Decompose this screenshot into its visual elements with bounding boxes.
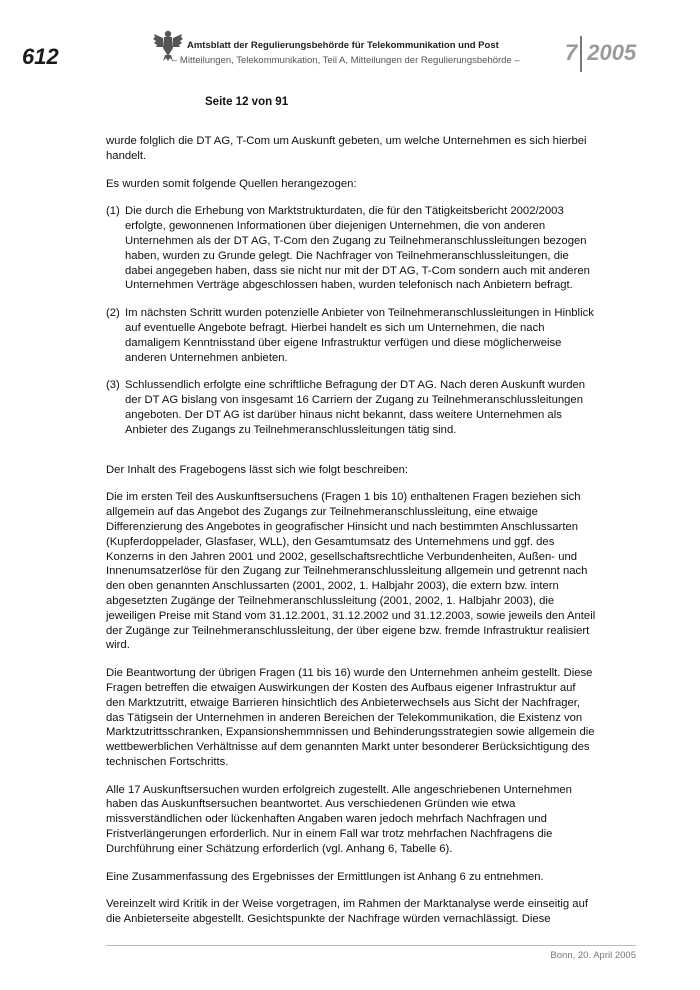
paragraph: Vereinzelt wird Kritik in der Weise vorgetragen, im Rahmen der Marktanalyse werde einseitig auf die Anbieterseite abgestellt. Gesichtspunkte der Nachfrage würden vernachlässigt. Diese (106, 898, 589, 926)
list-item-text: Die durch die Erhebung von Marktstrukturdaten, die für den Tätigkeitsbericht 2002/2003 erfolgte, gewonnenen Informationen über diejenigen Unternehmen, die von anderen Unternehmen als der DT AG, T-Com den Zugang zu Teilnehmeranschlussleitungen bezogen haben, wurden zu Grunde gelegt. Die Nachfrager von Teilnehmeranschlussleitungen, die dabei angegeben haben, dass sie nicht nur mit der DT AG, T-Com sondern auch mit anderen Unternehmen Verträge abgeschlossen haben, wurden telefonisch nach Anbietern befragt. (125, 205, 590, 292)
list-item (106, 204, 596, 293)
paragraph: Der Inhalt des Fragebogens lässt sich wie folgt beschreiben: (106, 463, 409, 476)
page-number: 612 (22, 44, 59, 69)
sources-list (106, 204, 596, 437)
paragraph: wurde folglich die DT AG, T-Com um Auskunft gebeten, um welche Unternehmen es sich hierbei handelt. (106, 135, 587, 162)
list-item-text: Im nächsten Schritt wurden potenzielle Anbieter von Teilnehmeranschlussleitungen in Hinblick auf eventuelle Angebote befragt. Hierbei handelt es sich um Unternehmen, die nach damaligem Kenntnisstand über eigene Infrastruktur verfügen und diese möglicherweise anderen Unternehmen anbieten. (125, 307, 594, 364)
issue-year: 2005 (587, 40, 637, 65)
list-item-text: Schlussendlich erfolgte eine schriftliche Befragung der DT AG. Nach deren Auskunft wurden der DT AG bislang von insgesamt 16 Carriern der Zugang zu Teilnehmeranschlussleitungen angeboten. Der DT AG ist darüber hinaus nicht bekannt, dass weitere Unternehmen als Anbieter des Zugangs zu Teilnehmeranschlussleitungen tätig sind. (125, 379, 586, 436)
list-item-label: (3) (106, 379, 120, 392)
paragraph: Es wurden somit folgende Quellen herangezogen: (106, 177, 357, 190)
gazette-title: Amtsblatt der Regulierungsbehörde für Telekommunikation und Post (187, 40, 499, 51)
issue-label (565, 40, 636, 66)
gazette-subtitle: – Mitteilungen, Telekommunikation, Teil A, Mitteilungen der Regulierungsbehörde – (172, 55, 520, 66)
list-item-label: (2) (106, 307, 120, 320)
page-indicator: Seite 12 von 91 (205, 96, 289, 108)
footer-date: Bonn, 20. April 2005 (550, 950, 636, 961)
document-body (106, 134, 596, 940)
list-item (106, 306, 596, 365)
list-item-label: (1) (106, 205, 120, 218)
list-item (106, 378, 596, 437)
paragraph: Die im ersten Teil des Auskunftsersuchens (Fragen 1 bis 10) enthaltenen Fragen beziehen sich allgemein auf das Angebot des Zugangs zur Teilnehmeranschlussleitung, eine etwaige Differenzierung des Angebotes in geografischer Hinsicht und nach bestimmten Anschlussarten (Kupferdoppelader, Glasfaser, WLL), den Gesamtumsatz des Unternehmens und ggf. des Konzerns in den Jahren 2001 und 2002, gesellschaftsrechtliche Verbundenheiten, Außen- und Innenumsatzerlöse für den Zugang zur Teilnehmeranschlussleitung allgemein und getrennt nach den oben genannten Anschlussarten (2001, 2002, 1. Halbjahr 2003), die extern bzw. intern abgesetzten Zugänge der Teilnehmeranschlussleitung (2001, 2002, 1. Halbjahr 2003), die jeweiligen Preise mit Stand vom 31.12.2001, 31.12.2002 und 31.12.2003, sowie jeweils den Anteil der Zugänge zur Teilnehmeranschlussleitung, der über eigene bzw. fremde Infrastruktur realisiert wird. (106, 491, 596, 652)
paragraph: Alle 17 Auskunftsersuchen wurden erfolgreich zugestellt. Alle angeschriebenen Unternehmen haben das Auskunftsersuchen beantwortet. Aus verschiedenen Gründen wie etwa missverständlichen oder lückenhaften Angaben waren jedoch mehrfach Nachfragen und Fristverlängerungen erforderlich. Nur in einem Fall war trotz mehrfachen Nachfragens die Durchführung einer Schätzung erforderlich (vgl. Anhang 6, Tabelle 6). (106, 783, 572, 855)
paragraph: Die Beantwortung der übrigen Fragen (11 bis 16) wurde den Unternehmen anheim gestellt. Diese Fragen betreffen die etwaigen Auswirkungen der Kosten des Aufbaus eigener Infrastruktur auf den Marktzutritt, etwaige Barrieren hinsichtlich des Anbieterwechsels aus Sicht der Nachfrager, das Tätigsein der Unternehmen in anderen Bereichen der Telekommunikation, die Existenz von Marktzutrittsschranken, Expansionshemmnissen und Behinderungsstrategien sowie allgemein die wettbewerblichen Verhältnisse auf dem genannten Markt unter besonderer Berücksichtigung des technischen Fortschritts. (106, 667, 595, 768)
paragraph: Eine Zusammenfassung des Ergebnisses der Ermittlungen ist Anhang 6 zu entnehmen. (106, 870, 544, 883)
footer-divider (106, 945, 636, 946)
issue-number: 7 (565, 40, 578, 65)
